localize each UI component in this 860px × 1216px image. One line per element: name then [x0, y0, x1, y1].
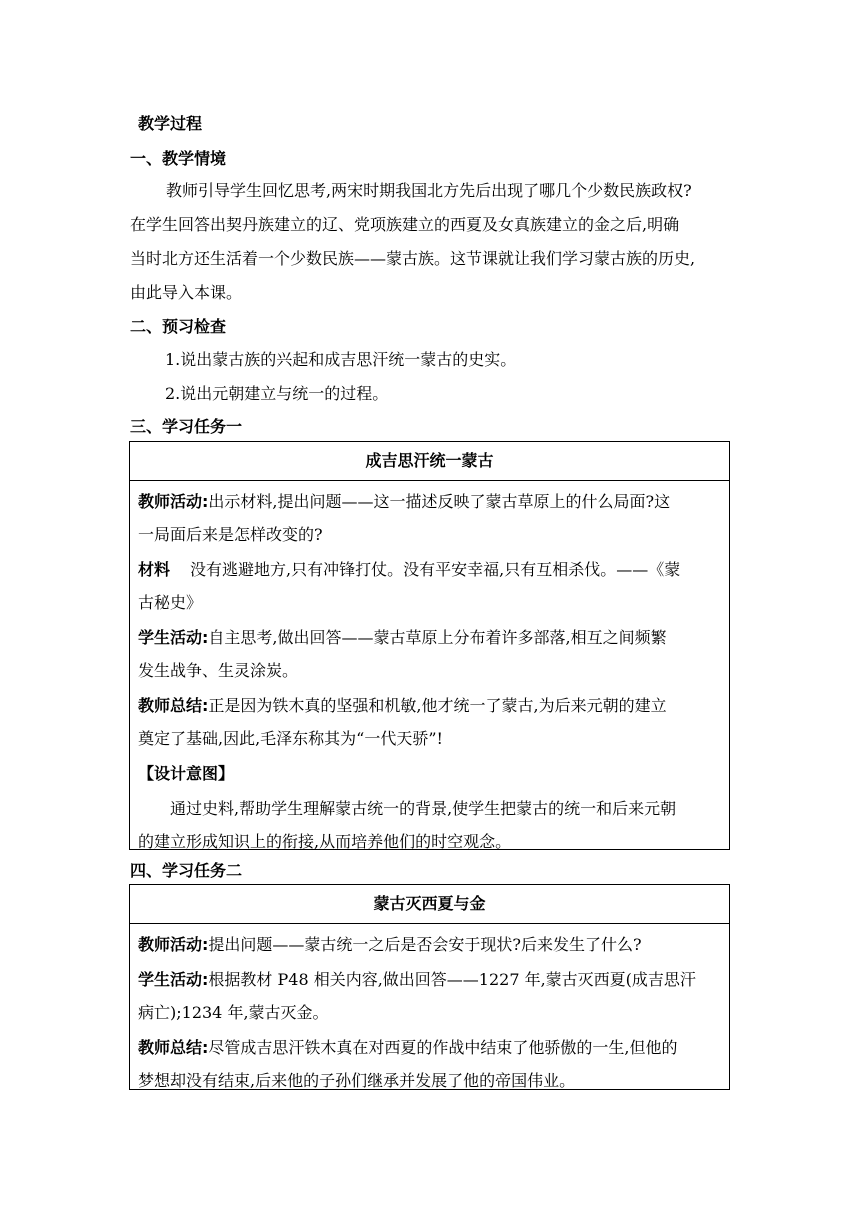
material-label: 材料: [138, 560, 171, 579]
teacher-activity: 教师活动:出示材料,提出问题——这一描述反映了蒙古草原上的什么局面?这 一局面后来是怎样改变的?: [138, 492, 671, 544]
section-heading-task-two: 四、学习任务二: [130, 861, 243, 880]
teacher-activity: 教师活动:提出问题——蒙古统一之后是否会安于现状?后来发生了什么?: [138, 935, 642, 954]
teacher-summary-label: 教师总结:: [138, 1038, 209, 1057]
design-intent-label: 【设计意图】: [138, 764, 235, 783]
task-one-title: 成吉思汗统一蒙古: [130, 442, 729, 481]
paragraph-line: 由此导入本课。: [130, 283, 243, 302]
material: 材料 没有逃避地方,只有冲锋打仗。没有平安幸福,只有互相杀伐。——《蒙 古秘史》: [138, 560, 681, 612]
task-two-title: 蒙古灭西夏与金: [130, 885, 729, 924]
teacher-summary: 教师总结:正是因为铁木真的坚强和机敏,他才统一了蒙古,为后来元朝的建立 奠定了基础,因此,毛泽东称其为“一代天骄”!: [138, 696, 667, 748]
teacher-summary: 教师总结:尽管成吉思汗铁木真在对西夏的作战中结束了他骄傲的一生,但他的 梦想却没有结束,后来他的子孙们继承并发展了他的帝国伟业。: [138, 1038, 678, 1090]
student-activity-label: 学生活动:: [138, 970, 209, 989]
task-two-box: [129, 884, 730, 1090]
preview-item: 1.说出蒙古族的兴起和成吉思汗统一蒙古的史实。: [165, 350, 517, 369]
preview-item: 2.说出元朝建立与统一的过程。: [165, 384, 389, 403]
student-activity-label: 学生活动:: [138, 628, 209, 647]
task-one-box: [129, 441, 730, 850]
teacher-summary-label: 教师总结:: [138, 696, 209, 715]
section-heading-situation: 一、教学情境: [130, 149, 227, 168]
teacher-activity-label: 教师活动:: [138, 935, 209, 954]
paragraph-line: 教师引导学生回忆思考,两宋时期我国北方先后出现了哪几个少数民族政权?: [166, 181, 692, 200]
teacher-activity-label: 教师活动:: [138, 492, 209, 511]
page-title: 教学过程: [138, 114, 203, 133]
section-heading-preview: 二、预习检查: [130, 317, 227, 336]
student-activity: 学生活动:自主思考,做出回答——蒙古草原上分布着许多部落,相互之间频繁 发生战争、生灵涂炭。: [138, 628, 667, 680]
section-heading-task-one: 三、学习任务一: [130, 417, 243, 436]
design-intent: 通过史料,帮助学生理解蒙古统一的背景,使学生把蒙古的统一和后来元朝 的建立形成知识上的衔接,从而培养他们的时空观念。: [138, 799, 677, 851]
situation-paragraph: [130, 174, 742, 310]
student-activity: 学生活动:根据教材 P48 相关内容,做出回答——1227 年,蒙古灭西夏(成吉思汗 病亡);1234 年,蒙古灭金。: [138, 970, 696, 1022]
paragraph-line: 在学生回答出契丹族建立的辽、党项族建立的西夏及女真族建立的金之后,明确: [130, 215, 680, 234]
paragraph-line: 当时北方还生活着一个少数民族——蒙古族。这节课就让我们学习蒙古族的历史,: [130, 249, 696, 268]
